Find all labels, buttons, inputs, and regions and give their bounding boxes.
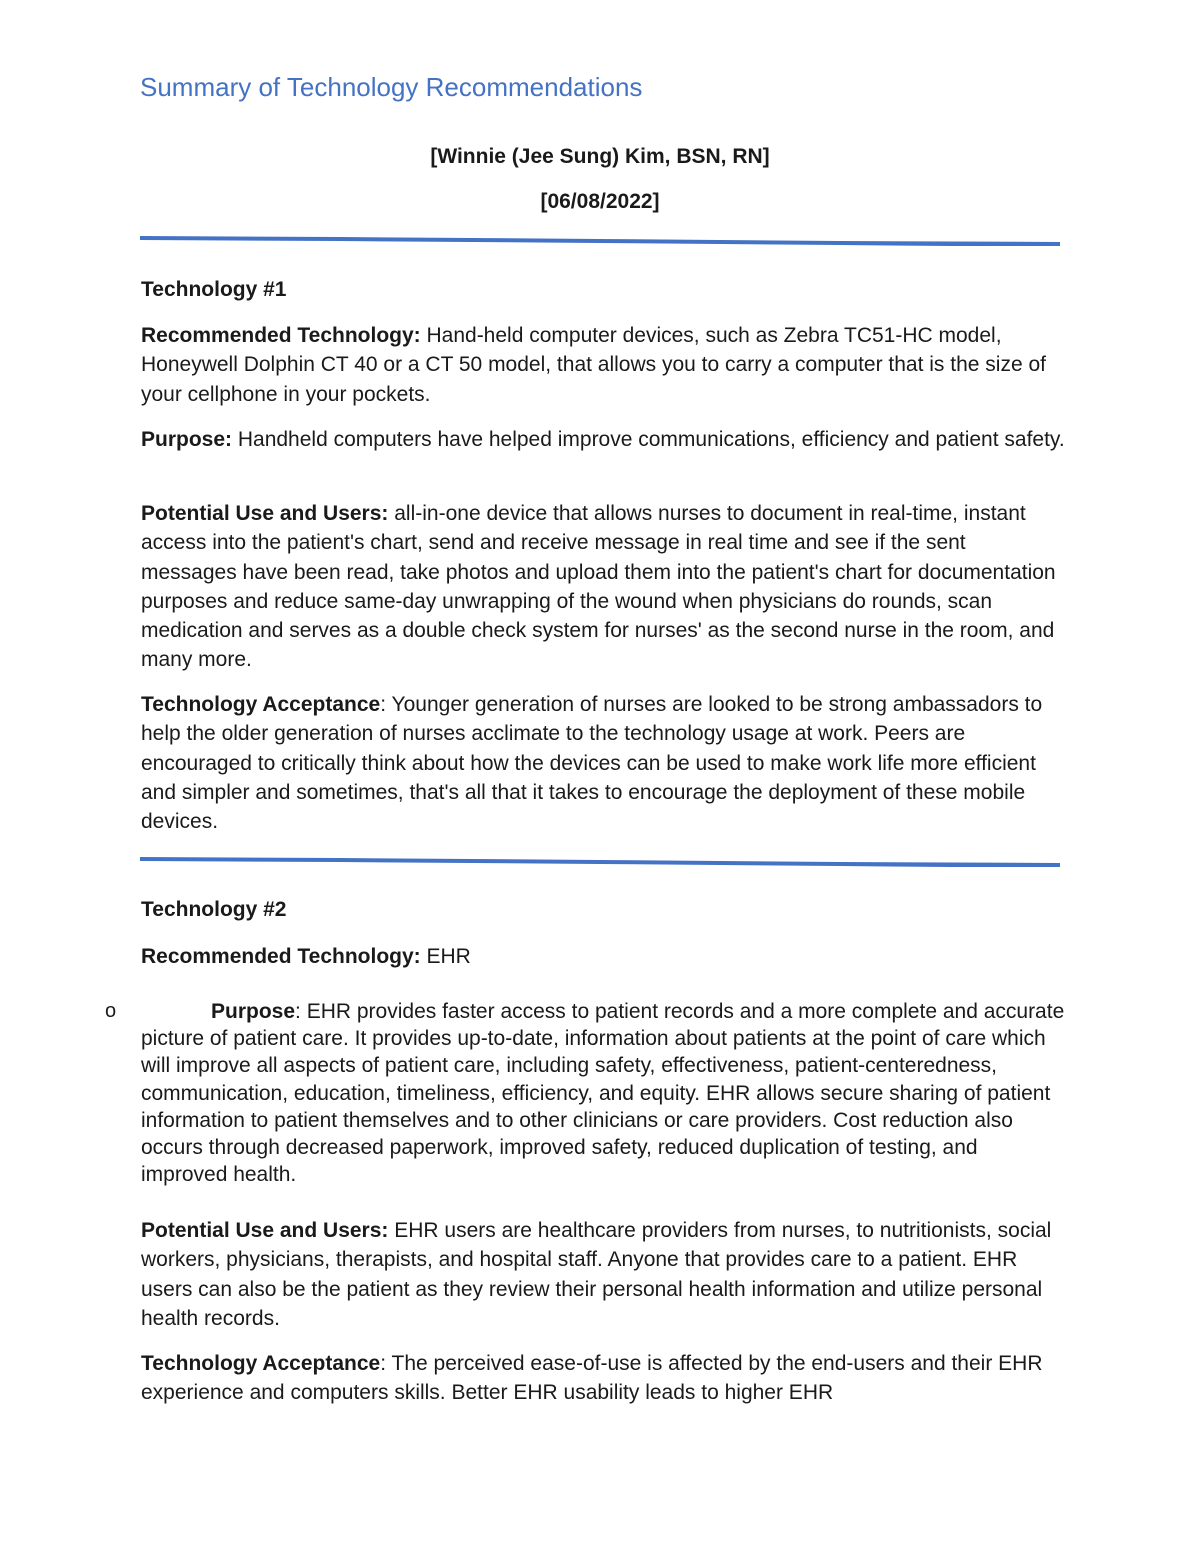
recommended-label: Recommended Technology:: [141, 945, 421, 968]
technology-2-acceptance: [141, 1349, 1066, 1408]
date-line: [06/08/2022]: [540, 190, 660, 213]
recommended-text: Hand-held computer devices, such as Zebra TC51-HC model, Honeywell Dolphin CT 40 or a CT 50 model, that allows you to carry a computer that is the size of your cellphone in your pockets.: [141, 324, 1046, 406]
purpose-text: : EHR provides faster access to patient records and a more complete and accurate picture of patient care. It provides up-to-date, information about patients at the point of care which will improve all aspects of patient care, including safety, effectiveness, patient-centeredness, communication, education, timeliness, efficiency, and equity. EHR allows secure sharing of patient information to patient themselves and to other clinicians or care providers. Cost reduction also occurs through decreased paperwork, improved safety, reduced duplication of testing, and improved health.: [141, 1000, 1065, 1187]
technology-2-use-and-users: [141, 1216, 1066, 1333]
use-label: Potential Use and Users:: [141, 502, 389, 525]
acceptance-text: : The perceived ease-of-use is affected by the end-users and their EHR experience and computers skills. Better EHR usability leads to higher EHR: [141, 1352, 1043, 1405]
acceptance-label: Technology Acceptance: [141, 693, 381, 716]
technology-2-recommended: [141, 942, 1066, 971]
section-divider: [140, 232, 1060, 246]
bullet-marker: o: [105, 1000, 117, 1022]
purpose-text: Handheld computers have helped improve communications, efficiency and patient safety.: [232, 428, 1065, 451]
technology-1-recommended: [141, 321, 1066, 409]
purpose-label: Purpose: [211, 1000, 296, 1023]
use-text: EHR users are healthcare providers from nurses, to nutritionists, social workers, physicians, therapists, and hospital staff. Anyone that provides care to a patient. EHR users can also be the patient as they review their personal health information and utilize personal health records.: [141, 1219, 1052, 1330]
recommended-label: Recommended Technology:: [141, 324, 421, 347]
technology-2-heading: Technology #2: [141, 898, 287, 921]
acceptance-text: : Younger generation of nurses are looked to be strong ambassadors to help the older generation of nurses acclimate to the technology usage at work. Peers are encouraged to critically think about how the devices can be used to make work life more efficient and simpler and sometimes, that's all that it takes to encourage the deployment of these mobile devices.: [141, 693, 1043, 834]
technology-1-heading: Technology #1: [141, 278, 287, 301]
technology-1-acceptance: [141, 690, 1066, 836]
acceptance-label: Technology Acceptance: [141, 1352, 381, 1375]
technology-1-purpose: [141, 425, 1066, 454]
purpose-label: Purpose:: [141, 428, 233, 451]
technology-2-purpose: [105, 998, 1067, 1188]
recommended-text: EHR: [420, 945, 471, 968]
author-line: [Winnie (Jee Sung) Kim, BSN, RN]: [430, 145, 770, 168]
use-text: all-in-one device that allows nurses to document in real-time, instant access into the patient's chart, send and receive message in real time and see if the sent messages have been read, take photos and upload them into the patient's chart for documentation purposes and reduce same-day unwrapping of the wound when physicians do rounds, scan medication and serves as a double check system for nurses' as the second nurse in the room, and many more.: [141, 502, 1056, 672]
section-divider: [140, 853, 1060, 867]
technology-2-purpose-item: [105, 998, 1067, 1188]
technology-1-use-and-users: [141, 499, 1066, 675]
use-label: Potential Use and Users:: [141, 1219, 389, 1242]
document-title: Summary of Technology Recommendations: [140, 72, 643, 102]
